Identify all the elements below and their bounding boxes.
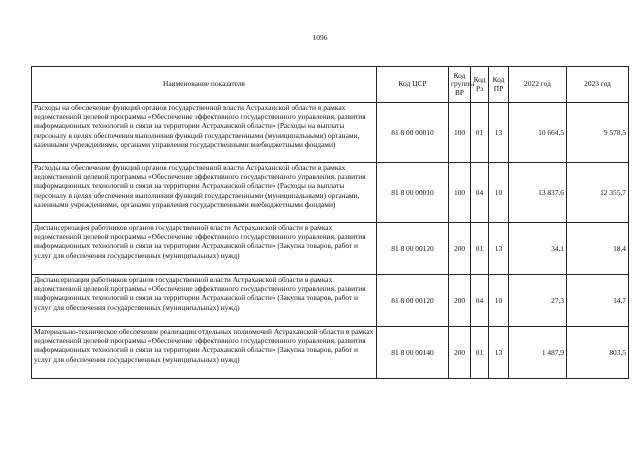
row-pr: 13 [489,327,509,379]
row-vr: 200 [449,275,471,327]
row-vr: 100 [449,103,471,163]
row-rz: 01 [471,327,489,379]
table-row [32,163,629,223]
row-name: Расходы на обеспечение функций органов государственной власти Астраханской области в рамках ведомственной целевой программы «Обеспечение эффективного государственного управления, развития информационных технологий и связи на территории Астраханской области» (Расходы на выплаты персоналу в целях обеспечения выполнения функций государственными (муниципальными) органами, казенными учреждениями, органами управления государственными внебюджетными фондами) [32,103,377,163]
row-name: Материально-техническое обеспечение реализации отдельных полномочий Астраханской области в рамках ведомственной целевой программы «Обеспечение эффективного государственного управления, развития информационных технологий и связи на территории Астраханской области» (Закупка товаров, работ и услуг для обеспечения государственных (муниципальных) нужд) [32,327,377,379]
row-2023: 9 578,5 [567,103,629,163]
row-rz: 01 [471,223,489,275]
header-2022: 2022 год [509,67,567,103]
row-vr: 200 [449,223,471,275]
row-rz: 04 [471,163,489,223]
row-2022: 13 837,6 [509,163,567,223]
page-number: 1096 [312,33,328,42]
row-2022: 10 664,5 [509,103,567,163]
budget-table [31,66,629,379]
row-2022: 34,1 [509,223,567,275]
row-2023: 14,7 [567,275,629,327]
header-csr: Код ЦСР [377,67,449,103]
row-2023: 18,4 [567,223,629,275]
header-2023: 2023 год [567,67,629,103]
table-row [32,275,629,327]
table-row [32,327,629,379]
table-row [32,223,629,275]
table-row [32,103,629,163]
row-rz: 04 [471,275,489,327]
row-csr: 81 8 00 00010 [377,103,449,163]
row-name: Расходы на обеспечение функций органов государственной власти Астраханской области в рамках ведомственной целевой программы «Обеспечение эффективного государственного управления, развития информационных технологий и связи на территории Астраханской области» (Расходы на выплаты персоналу в целях обеспечения выполнения функций государственными (муниципальными) органами, казенными учреждениями, органами управления государственными внебюджетными фондами) [32,163,377,223]
row-csr: 81 8 00 00120 [377,223,449,275]
table-header-row [32,67,629,103]
row-name: Диспансеризация работников органов государственной власти Астраханской области в рамках ведомственной целевой программы «Обеспечение эффективного государственного управления, развития информационных технологий и связи на территории Астраханской области» (Закупка товаров, работ и услуг для обеспечения государственных (муниципальных) нужд) [32,275,377,327]
row-2023: 803,5 [567,327,629,379]
row-csr: 81 8 00 00120 [377,275,449,327]
row-rz: 01 [471,103,489,163]
row-csr: 81 8 00 00010 [377,163,449,223]
header-vr: Код группы ВР [449,67,471,103]
row-2022: 27,3 [509,275,567,327]
row-vr: 100 [449,163,471,223]
row-pr: 10 [489,275,509,327]
row-name: Диспансеризация работников органов государственной власти Астраханской области в рамках ведомственной целевой программы «Обеспечение эффективного государственного управления, развития информационных технологий и связи на территории Астраханской области» (Закупка товаров, работ и услуг для обеспечения государственных (муниципальных) нужд) [32,223,377,275]
row-vr: 200 [449,327,471,379]
row-2023: 12 355,7 [567,163,629,223]
row-2022: 1 487,9 [509,327,567,379]
row-csr: 81 8 00 00140 [377,327,449,379]
row-pr: 13 [489,223,509,275]
row-pr: 10 [489,163,509,223]
header-name: Наименование показателя [32,67,377,103]
header-rz: Код Рз [471,67,489,103]
row-pr: 13 [489,103,509,163]
header-pr: Код ПР [489,67,509,103]
